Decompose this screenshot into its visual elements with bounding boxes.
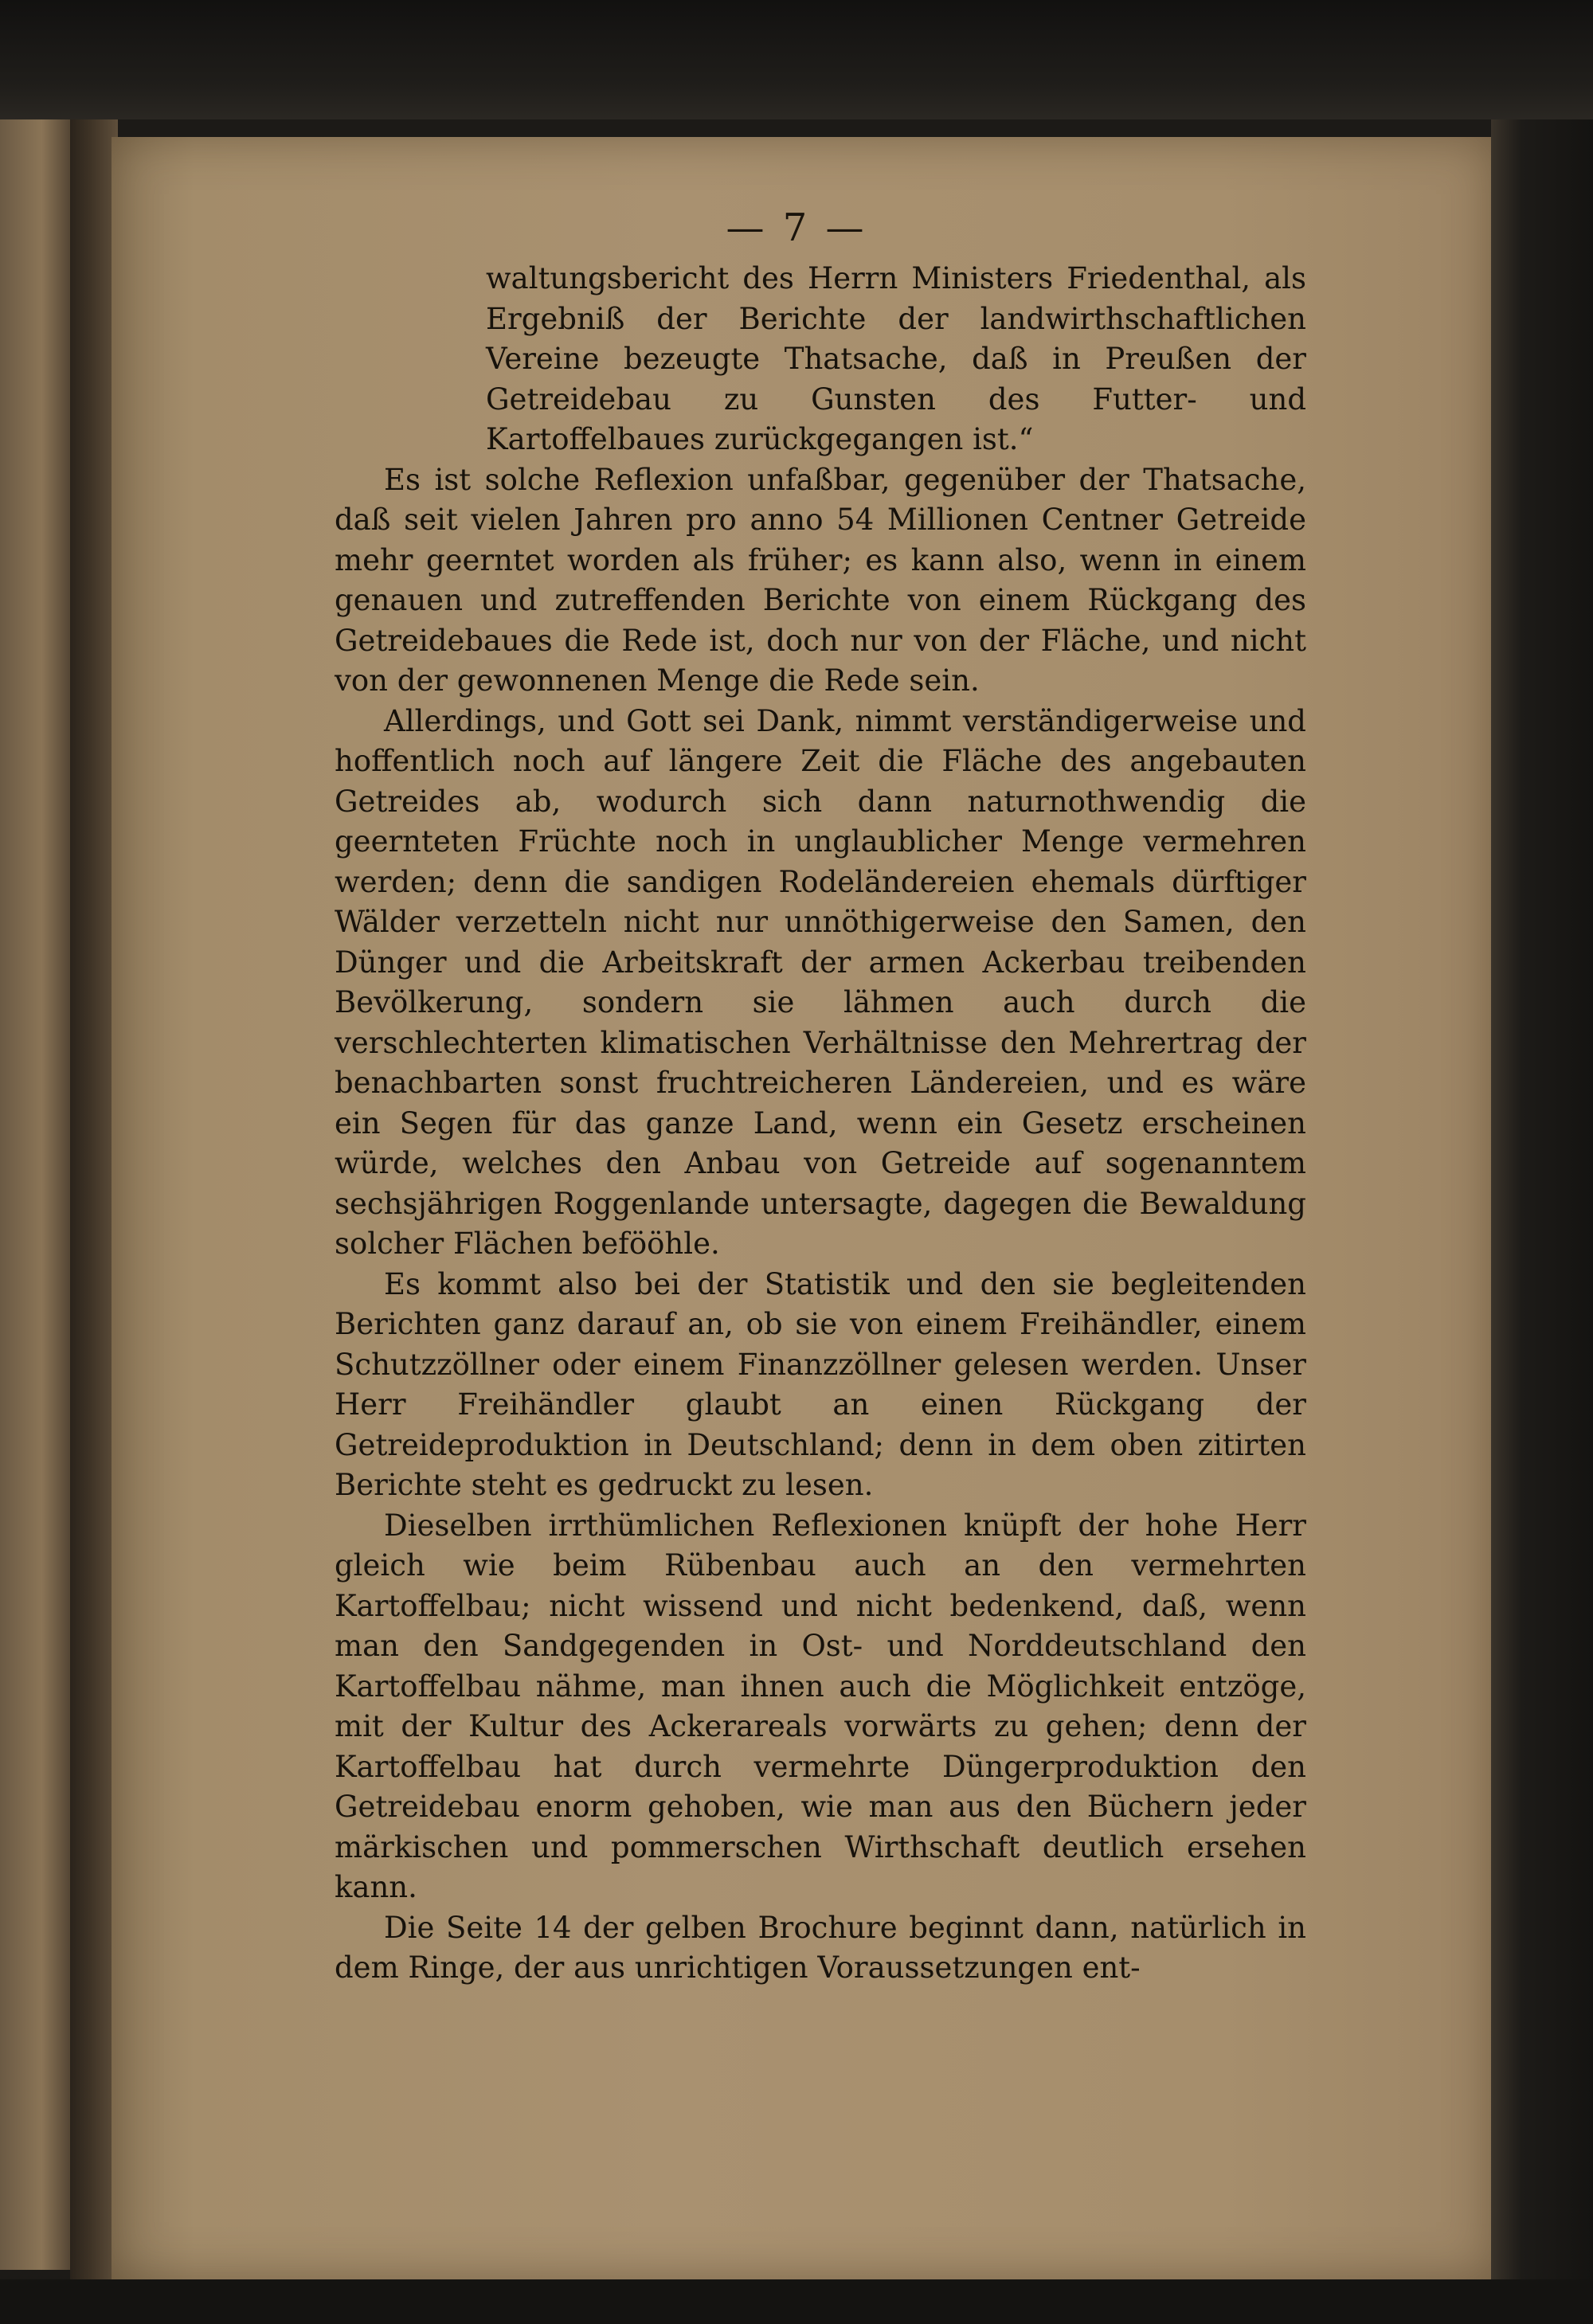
paragraph-kartoffelbau: Dieselben irrthümlichen Reflexionen knüpft der hohe Herr gleich wie beim Rübenbau auch an den vermehrten Kartoffelbau; nicht wissend und nicht bedenkend, daß, wenn man den Sandgegenden in Ost- und Norddeutschland den Kartoffelbau nähme, man ihnen auch die Möglichkeit entzöge, mit der Kultur des Ackerareals vorwärts zu gehen; denn der Kartoffelbau hat durch vermehrte Düngerproduktion den Getreidebau enorm gehoben, wie man aus den Büchern jeder märkischen und pommerschen Wirthschaft deutlich ersehen kann. [335, 1508, 1306, 1904]
paragraph-brochure: Die Seite 14 der gelben Brochure beginnt dann, natürlich in dem Ringe, der aus unrichtigen Voraussetzungen ent- [335, 1910, 1306, 1985]
scan-bottom-edge [0, 2279, 1593, 2324]
paragraph-reflexion: Es ist solche Reflexion unfaßbar, gegenüber der Thatsache, daß seit vielen Jahren pro anno 54 Millionen Centner Getreide mehr geerntet worden als früher; es kann also, wenn in einem genauen und zutreffenden Berichte von einem Rückgang des Getreidebaues die Rede ist, doch nur von der Fläche, und nicht von der gewonnenen Menge die Rede sein. [335, 462, 1306, 698]
book-cover-edge [1491, 119, 1593, 2324]
quoted-report-excerpt: waltungsbericht des Herrn Ministers Friedenthal, als Ergebniß der Berichte der landwirthschaftlichen Vereine bezeugte Thatsache, daß in Preußen der Getreidebau zu Gunsten des Futter- und Kartoffelbaues zurückgegangen ist.“ [486, 261, 1306, 456]
page-text [335, 259, 1306, 1989]
paragraph-statistik: Es kommt also bei der Statistik und den sie begleitenden Berichten ganz darauf an, ob sie von einem Freihändler, einem Schutzzöllner oder einem Finanzzöllner gelesen werden. Unser Herr Freihändler glaubt an einen Rückgang der Getreideproduktion in Deutschland; denn in dem oben zitirten Berichte steht es gedruckt zu lesen. [335, 1266, 1306, 1502]
book-gutter [70, 119, 118, 2286]
left-page-edge [0, 119, 76, 2270]
paragraph-allerdings: Allerdings, und Gott sei Dank, nimmt verständigerweise und hoffentlich noch auf längere Zeit die Fläche des angebauten Getreides ab, wodurch sich dann naturnothwendig die geernteten Früchte noch in unglaublicher Menge vermehren werden; denn die sandigen Rodeländereien ehemals dürftiger Wälder verzetteln nicht nur unnöthigerweise den Samen, den Dünger und die Arbeitskraft der armen Ackerbau treibenden Bevölkerung, sondern sie lähmen auch durch die verschlechterten klimatischen Verhältnisse den Mehrertrag der benachbarten sonst fruchtreicheren Ländereien, und es wäre ein Segen für das ganze Land, wenn ein Gesetz erscheinen würde, welches den Anbau von Getreide auf sogenanntem sechsjährigen Roggenlande untersagte, dagegen die Bewaldung solcher Flächen befööhle. [335, 703, 1306, 1261]
page-number: — 7 — [726, 205, 867, 250]
scan-top-edge [0, 0, 1593, 119]
